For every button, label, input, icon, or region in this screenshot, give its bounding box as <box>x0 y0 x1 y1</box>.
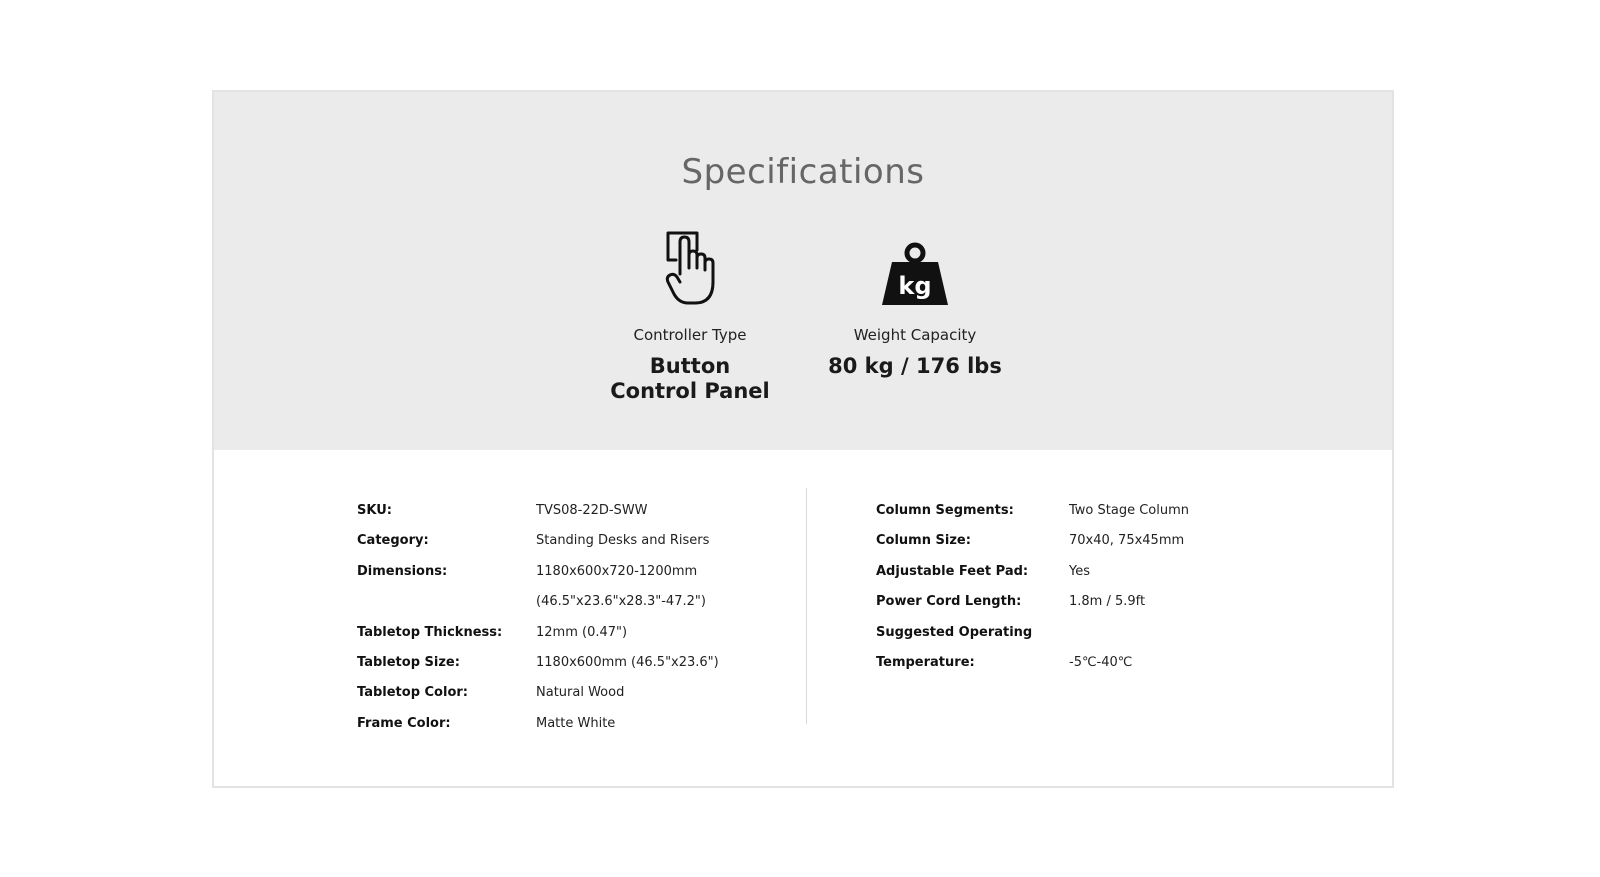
spec-key: Frame Color: <box>357 715 451 731</box>
specifications-card <box>212 90 1394 788</box>
specs-table <box>214 450 1392 786</box>
feature-label: Controller Type <box>633 326 747 344</box>
feature-controller-type <box>590 226 790 404</box>
spec-row <box>357 624 719 654</box>
spec-key: Tabletop Size: <box>357 654 460 670</box>
feature-label: Weight Capacity <box>853 326 977 344</box>
spec-row <box>876 532 1189 562</box>
spec-value: 1180x600mm (46.5"x23.6") <box>536 654 719 670</box>
feature-value-line1: Button <box>649 354 731 378</box>
spec-row <box>876 502 1189 532</box>
column-divider <box>806 488 807 724</box>
spec-row <box>357 593 719 623</box>
spec-row <box>876 624 1189 654</box>
spec-value: 12mm (0.47") <box>536 624 628 640</box>
specs-column-left <box>357 502 719 745</box>
feature-value-line1: 80 kg / 176 lbs <box>828 354 1002 378</box>
spec-key: Dimensions: <box>357 563 448 579</box>
spec-key: Tabletop Color: <box>357 685 468 701</box>
spec-row <box>357 715 719 745</box>
feature-value <box>590 354 790 404</box>
spec-row <box>876 593 1189 623</box>
spec-key: SKU: <box>357 503 392 518</box>
specs-column-right <box>876 502 1189 684</box>
spec-value: Natural Wood <box>536 685 625 701</box>
spec-row <box>876 563 1189 593</box>
spec-key: Adjustable Feet Pad: <box>876 563 1029 579</box>
hand-pointer-icon <box>663 230 717 306</box>
spec-value: 1180x600x720-1200mm <box>536 563 698 579</box>
highlights-panel <box>214 92 1392 450</box>
spec-key: Column Segments: <box>876 503 1014 518</box>
spec-value: Yes <box>1069 563 1090 579</box>
spec-row <box>357 654 719 684</box>
spec-row <box>357 502 719 532</box>
spec-key: Tabletop Thickness: <box>357 624 503 640</box>
kg-icon-text: kg <box>898 272 932 300</box>
feature-weight-capacity <box>815 226 1015 379</box>
feature-value-line2: Control Panel <box>610 379 770 403</box>
spec-value: 70x40, 75x45mm <box>1069 533 1185 549</box>
spec-value: (46.5"x23.6"x28.3"-47.2") <box>536 594 706 610</box>
spec-row <box>357 684 719 714</box>
spec-key: Column Size: <box>876 533 971 549</box>
spec-value: Matte White <box>536 715 616 731</box>
feature-value <box>815 354 1015 379</box>
spec-row <box>357 532 719 562</box>
spec-value: TVS08-22D-SWW <box>536 503 648 518</box>
spec-key: Power Cord Length: <box>876 594 1022 610</box>
kg-weight-icon <box>880 242 950 306</box>
spec-key: Category: <box>357 533 429 549</box>
spec-key: Temperature: <box>876 654 975 670</box>
spec-value: Two Stage Column <box>1069 503 1189 518</box>
spec-value: Standing Desks and Risers <box>536 533 710 549</box>
spec-row <box>876 654 1189 684</box>
spec-row <box>357 563 719 593</box>
spec-value: 1.8m / 5.9ft <box>1069 594 1146 610</box>
page-title: Specifications <box>681 152 925 192</box>
spec-key: Suggested Operating <box>876 624 1033 640</box>
spec-value: -5℃-40℃ <box>1069 654 1133 670</box>
